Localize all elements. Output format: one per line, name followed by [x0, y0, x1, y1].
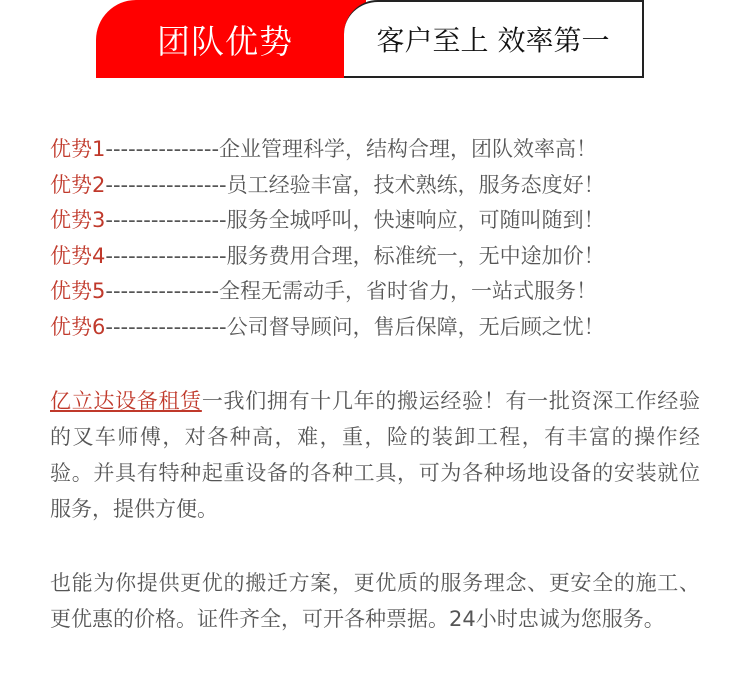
advantage-item	[50, 168, 710, 204]
advantage-label: 优势5	[50, 279, 106, 303]
advantage-label: 优势6	[50, 314, 106, 339]
advantage-label: 优势3	[50, 208, 106, 232]
advantage-text: 服务费用合理，标准统一，无中途加价！	[226, 243, 605, 268]
advantage-dashes: ---------------	[105, 137, 220, 161]
advantage-dashes: ----------------	[105, 208, 227, 232]
advantage-dashes: ---------------	[105, 279, 220, 303]
advantage-item	[50, 274, 710, 310]
advantage-text: 员工经验丰富，技术熟练，服务态度好！	[226, 172, 605, 197]
advantage-label: 优势1	[50, 137, 106, 161]
advantage-item	[50, 239, 710, 275]
advantage-dashes: ----------------	[105, 314, 227, 339]
advantage-text: 服务全城呼叫，快速响应，可随叫随到！	[226, 208, 605, 232]
advantage-dashes: ----------------	[105, 172, 227, 197]
advantage-item	[50, 203, 710, 239]
advantage-item	[50, 132, 710, 168]
header-title-badge	[96, 0, 366, 78]
intro-paragraph	[50, 383, 700, 527]
brand-link[interactable]: 亿立达设备租赁	[50, 389, 202, 413]
closing-paragraph	[50, 565, 700, 637]
closing-text: 也能为你提供更优的搬迁方案，更优质的服务理念、更安全的施工、更优惠的价格。证件齐全，可开各种票据。24小时忠诚为您服务。	[50, 571, 700, 631]
section-header	[96, 0, 646, 78]
advantage-label: 优势4	[50, 243, 106, 268]
header-slogan: 客户至上 效率第一	[376, 24, 610, 57]
header-title: 团队优势	[157, 21, 293, 61]
advantage-dashes: ----------------	[105, 243, 227, 268]
intro-text: 一我们拥有十几年的搬运经验！有一批资深工作经验的叉车师傅，对各种高，难，重，险的装卸工程，有丰富的操作经验。并具有特种起重设备的各种工具，可为各种场地设备的安装就位服务，提供方便。	[50, 389, 700, 521]
advantage-text: 全程无需动手，省时省力，一站式服务！	[219, 279, 598, 303]
header-slogan-box	[344, 0, 644, 78]
advantage-label: 优势2	[50, 172, 106, 197]
advantage-list	[50, 132, 710, 345]
advantage-text: 公司督导顾问，售后保障，无后顾之忧！	[226, 314, 605, 339]
advantage-item	[50, 310, 710, 346]
advantage-text: 企业管理科学，结构合理，团队效率高！	[219, 137, 598, 161]
